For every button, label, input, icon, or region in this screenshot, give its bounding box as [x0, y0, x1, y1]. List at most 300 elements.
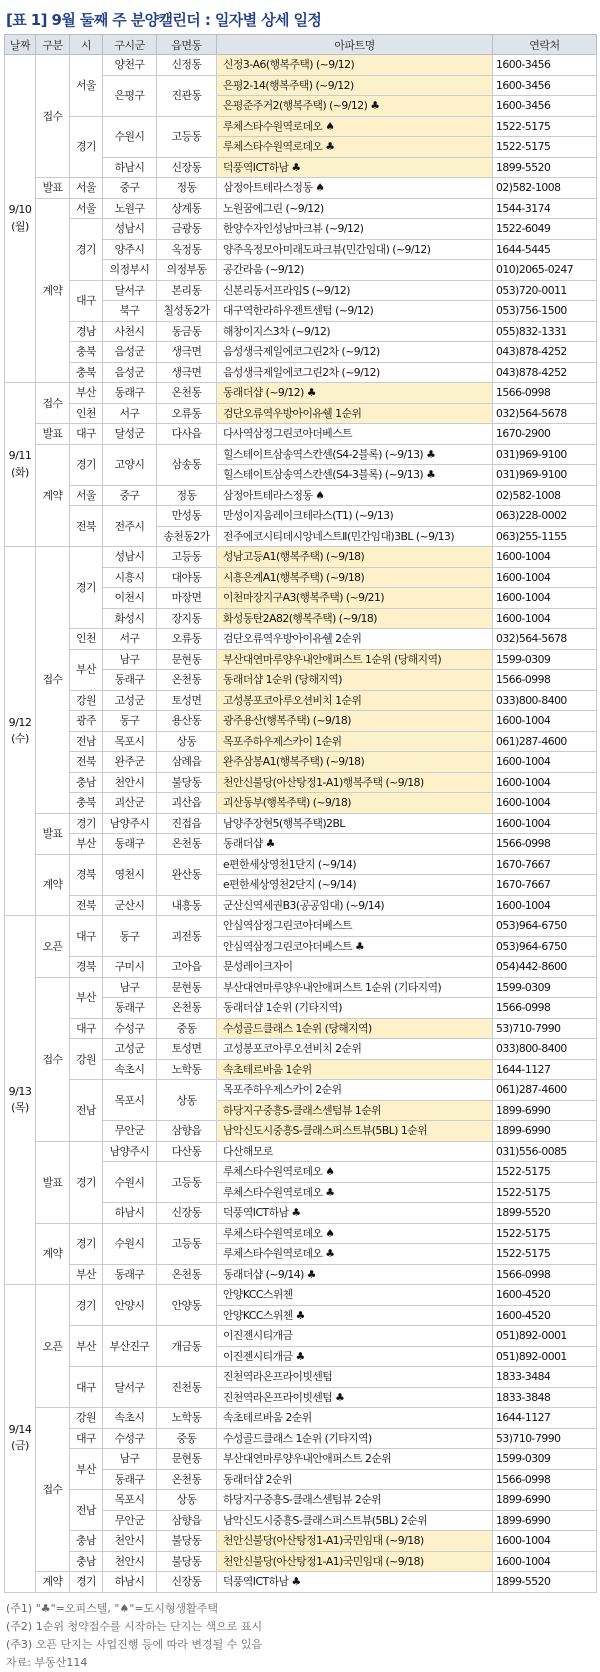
- date-cell: 9/12 (수): [5, 547, 36, 916]
- table-cell: 북구: [103, 301, 157, 322]
- table-cell: 군산시: [103, 895, 157, 916]
- contact-cell: 53)710-7990: [493, 1428, 597, 1449]
- table-cell: 계약: [36, 1572, 70, 1593]
- apartment-name-cell: 신본리동서프라임S (~9/12): [217, 280, 493, 301]
- table-cell: 신장동: [157, 1203, 217, 1224]
- table-cell: 진접읍: [157, 813, 217, 834]
- table-cell: 상동: [157, 1080, 217, 1121]
- table-cell: 고등동: [157, 1162, 217, 1203]
- table-cell: 마장면: [157, 588, 217, 609]
- contact-cell: 1600-1004: [493, 588, 597, 609]
- table-cell: 경기: [70, 1223, 103, 1264]
- table-cell: 화성시: [103, 608, 157, 629]
- table-cell: 안양시: [103, 1285, 157, 1326]
- contact-cell: 1600-1004: [493, 895, 597, 916]
- date-cell: 9/11 (화): [5, 383, 36, 547]
- table-cell: 이천시: [103, 588, 157, 609]
- contact-cell: 1522-5175: [493, 1244, 597, 1265]
- apartment-name-cell: 목포주하우제스카이 2순위: [217, 1080, 493, 1101]
- header-contact: 연락처: [493, 35, 597, 55]
- apartment-name-cell: 광주용산(행복주택) (~9/18): [217, 711, 493, 732]
- table-cell: 오류동: [157, 403, 217, 424]
- table-cell: 접수: [36, 547, 70, 814]
- contact-cell: 033)800-8400: [493, 690, 597, 711]
- table-header: [5, 35, 597, 55]
- table-row: [5, 1285, 597, 1306]
- table-cell: 양주시: [103, 239, 157, 260]
- apartment-name-cell: e편한세상영천1단지 (~9/14): [217, 854, 493, 875]
- apartment-name-cell: 다사역삼정그린코아더베스트: [217, 424, 493, 445]
- table-cell: 천안시: [103, 1531, 157, 1552]
- table-cell: 온천동: [157, 998, 217, 1019]
- apartment-name-cell: 수성골드클래스 1순위 (기타지역): [217, 1428, 493, 1449]
- table-cell: 오픈: [36, 916, 70, 978]
- contact-cell: 1600-3456: [493, 75, 597, 96]
- table-cell: 토성면: [157, 1039, 217, 1060]
- source-note: 자료: 부동산114: [6, 1655, 88, 1669]
- table-cell: 다사읍: [157, 424, 217, 445]
- table-cell: 남구: [103, 977, 157, 998]
- header-district: 구시군: [103, 35, 157, 55]
- contact-cell: 031)969-9100: [493, 465, 597, 486]
- apartment-name-cell: 하당지구중흥S-클래스센텀뷰 1순위: [217, 1100, 493, 1121]
- contact-cell: 1600-1004: [493, 1531, 597, 1552]
- table-cell: 동래구: [103, 998, 157, 1019]
- table-cell: 칠성동2가: [157, 301, 217, 322]
- table-cell: 강원: [70, 690, 103, 711]
- table-row: [5, 629, 597, 650]
- table-cell: 노학동: [157, 1059, 217, 1080]
- contact-cell: 1566-0998: [493, 1264, 597, 1285]
- table-cell: 대구: [70, 1367, 103, 1408]
- table-cell: 하남시: [103, 1572, 157, 1593]
- table-cell: 온천동: [157, 670, 217, 691]
- apartment-name-cell: 목포주하우제스카이 1순위: [217, 731, 493, 752]
- apartment-name-cell: 속초테르바움 1순위: [217, 1059, 493, 1080]
- apartment-name-cell: 고성봉포코아루오션비치 2순위: [217, 1039, 493, 1060]
- contact-cell: 02)582-1008: [493, 485, 597, 506]
- table-cell: 신정동: [157, 55, 217, 76]
- table-cell: 서구: [103, 403, 157, 424]
- table-cell: 노원구: [103, 198, 157, 219]
- table-row: [5, 362, 597, 383]
- table-cell: 부산: [70, 834, 103, 855]
- table-cell: 안양동: [157, 1285, 217, 1326]
- table-cell: 인천: [70, 629, 103, 650]
- apartment-name-cell: 안양KCC스위첸: [217, 1285, 493, 1306]
- table-row: [5, 752, 597, 773]
- apartment-name-cell: 안심역삼정그린코아더베스트: [217, 916, 493, 937]
- table-cell: 수성구: [103, 1018, 157, 1039]
- footnote-2: (주2) 1순위 청약접수를 시작하는 단지는 색으로 표시: [6, 1619, 263, 1633]
- table-row: [5, 424, 597, 445]
- footnote-3: (주3) 오픈 단지는 사업진행 등에 따라 변경될 수 있음: [6, 1637, 263, 1651]
- table-cell: 대구: [70, 1018, 103, 1039]
- table-cell: 수원시: [103, 116, 157, 157]
- contact-cell: 1644-1127: [493, 1408, 597, 1429]
- table-cell: 고성군: [103, 690, 157, 711]
- apartment-name-cell: 동래더샵 (~9/14) ♣: [217, 1264, 493, 1285]
- table-cell: 전북: [70, 506, 103, 547]
- apartment-name-cell: 루체스타수원역로데오 ♣: [217, 1244, 493, 1265]
- apartment-name-cell: 동래더샵 2순위: [217, 1469, 493, 1490]
- contact-cell: 1600-1004: [493, 711, 597, 732]
- table-row: [5, 1449, 597, 1470]
- table-cell: 삼향읍: [157, 1121, 217, 1142]
- table-cell: 달서구: [103, 1367, 157, 1408]
- table-cell: 남양주시: [103, 1141, 157, 1162]
- table-cell: 부산: [70, 383, 103, 404]
- table-cell: 경기: [70, 547, 103, 629]
- table-row: [5, 1264, 597, 1285]
- apartment-name-cell: 남양주장현5(행복주택)2BL: [217, 813, 493, 834]
- table-cell: 동래구: [103, 1469, 157, 1490]
- table-cell: 중구: [103, 178, 157, 199]
- apartment-name-cell: 만성이지움레이크테라스(T1) (~9/13): [217, 506, 493, 527]
- apartment-name-cell: e편한세상영천2단지 (~9/14): [217, 875, 493, 896]
- contact-cell: 1899-6990: [493, 1121, 597, 1142]
- table-cell: 계약: [36, 854, 70, 916]
- table-row: [5, 854, 597, 875]
- table-cell: 충남: [70, 1531, 103, 1552]
- apartment-name-cell: 부산대연마루양우내안애퍼스트 1순위 (당해지역): [217, 649, 493, 670]
- table-cell: 은평구: [103, 75, 157, 116]
- table-title: [표 1] 9월 둘째 주 분양캘린더 : 일자별 상세 일정: [6, 11, 322, 29]
- table-cell: 성남시: [103, 219, 157, 240]
- table-row: [5, 1223, 597, 1244]
- apartment-name-cell: 괴산동부(행복주택) (~9/18): [217, 793, 493, 814]
- table-cell: 오류동: [157, 629, 217, 650]
- apartment-name-cell: 완주삼봉A1(행복주택) (~9/18): [217, 752, 493, 773]
- apartment-name-cell: 이진젠시티개금: [217, 1326, 493, 1347]
- table-row: [5, 1141, 597, 1162]
- header-apartment: 아파트명: [217, 35, 493, 55]
- table-cell: 수원시: [103, 1223, 157, 1264]
- table-cell: 하남시: [103, 157, 157, 178]
- table-cell: 신장동: [157, 1572, 217, 1593]
- table-cell: 진천동: [157, 1367, 217, 1408]
- contact-cell: 1899-5520: [493, 1572, 597, 1593]
- contact-cell: 1600-4520: [493, 1285, 597, 1306]
- table-cell: 동구: [103, 916, 157, 957]
- header-type: 구분: [36, 35, 70, 55]
- table-cell: 전남: [70, 731, 103, 752]
- apartment-name-cell: 은평2-14(행복주택) (~9/12): [217, 75, 493, 96]
- table-row: [5, 957, 597, 978]
- table-cell: 발표: [36, 1141, 70, 1223]
- table-row: [5, 977, 597, 998]
- apartment-name-cell: 군산신역세권B3(공공임대) (~9/14): [217, 895, 493, 916]
- table-cell: 완산동: [157, 854, 217, 895]
- apartment-name-cell: 다산해모로: [217, 1141, 493, 1162]
- apartment-name-cell: 신정3-A6(행복주택) (~9/12): [217, 55, 493, 76]
- apartment-name-cell: 노원꿈에그린 (~9/12): [217, 198, 493, 219]
- contact-cell: 031)556-0085: [493, 1141, 597, 1162]
- table-cell: 전주시: [103, 506, 157, 547]
- apartment-name-cell: 화성동탄2A82(행복주택) (~9/18): [217, 608, 493, 629]
- table-cell: 불당동: [157, 772, 217, 793]
- apartment-name-cell: 남악신도시중흥S-클래스퍼스트뷰(5BL) 2순위: [217, 1510, 493, 1531]
- table-cell: 온천동: [157, 834, 217, 855]
- apartment-name-cell: 속초테르바움 2순위: [217, 1408, 493, 1429]
- header-row: [5, 35, 597, 55]
- table-cell: 부산: [70, 649, 103, 690]
- table-cell: 중동: [157, 1018, 217, 1039]
- contact-cell: 031)969-9100: [493, 444, 597, 465]
- table-cell: 괴산군: [103, 793, 157, 814]
- contact-cell: 1566-0998: [493, 834, 597, 855]
- apartment-name-cell: 안양KCC스위첸 ♣: [217, 1305, 493, 1326]
- table-row: [5, 690, 597, 711]
- table-cell: 계약: [36, 198, 70, 383]
- apartment-name-cell: 동래더샵 (~9/12) ♣: [217, 383, 493, 404]
- table-cell: 충남: [70, 772, 103, 793]
- table-cell: 강원: [70, 1039, 103, 1080]
- contact-cell: 1600-3456: [493, 55, 597, 76]
- table-row: [5, 547, 597, 568]
- table-cell: 부산: [70, 1264, 103, 1285]
- table-cell: 고등동: [157, 547, 217, 568]
- table-row: [5, 403, 597, 424]
- table-row: [5, 1408, 597, 1429]
- table-cell: 수성구: [103, 1428, 157, 1449]
- apartment-name-cell: 삼정아트테라스정동 ♠: [217, 485, 493, 506]
- contact-cell: 1522-5175: [493, 116, 597, 137]
- apartment-name-cell: 진천역라온프라이빗센텀: [217, 1367, 493, 1388]
- table-cell: 무안군: [103, 1121, 157, 1142]
- table-cell: 목포시: [103, 1490, 157, 1511]
- contact-cell: 032)564-5678: [493, 403, 597, 424]
- table-cell: 계약: [36, 444, 70, 547]
- table-cell: 삼향읍: [157, 1510, 217, 1531]
- contact-cell: 053)720-0011: [493, 280, 597, 301]
- contact-cell: 1522-5175: [493, 137, 597, 158]
- apartment-name-cell: 전주에코시티데시앙네스트Ⅱ(민간임대)3BL (~9/13): [217, 526, 493, 547]
- table-cell: 중동: [157, 1428, 217, 1449]
- apartment-name-cell: 검단오류역우방아이유쉘 1순위: [217, 403, 493, 424]
- table-cell: 괴산읍: [157, 793, 217, 814]
- table-cell: 영천시: [103, 854, 157, 895]
- table-cell: 대구: [70, 280, 103, 321]
- table-row: [5, 813, 597, 834]
- table-cell: 전남: [70, 1080, 103, 1142]
- table-row: [5, 1428, 597, 1449]
- schedule-table: [4, 34, 597, 1593]
- contact-cell: 1522-6049: [493, 219, 597, 240]
- table-row: [5, 1531, 597, 1552]
- apartment-name-cell: 동래더샵 ♣: [217, 834, 493, 855]
- table-row: [5, 342, 597, 363]
- apartment-name-cell: 음성생극제일에코그린2차 (~9/12): [217, 362, 493, 383]
- contact-cell: 1600-1004: [493, 772, 597, 793]
- apartment-name-cell: 덕풍역ICT하남 ♣: [217, 1203, 493, 1224]
- contact-cell: 1833-3848: [493, 1387, 597, 1408]
- apartment-name-cell: 해창이지스3차 (~9/12): [217, 321, 493, 342]
- apartment-name-cell: 시흥은계A1(행복주택) (~9/18): [217, 567, 493, 588]
- contact-cell: 1566-0998: [493, 670, 597, 691]
- apartment-name-cell: 음성생극제일에코그린2차 (~9/12): [217, 342, 493, 363]
- table-cell: 본리동: [157, 280, 217, 301]
- table-cell: 경기: [70, 444, 103, 485]
- apartment-name-cell: 힐스테이트삼송역스칸센(S4-2블록) (~9/13) ♣: [217, 444, 493, 465]
- date-cell: 9/14 (금): [5, 1285, 36, 1593]
- contact-cell: 043)878-4252: [493, 342, 597, 363]
- table-cell: 상동: [157, 731, 217, 752]
- table-cell: 서울: [70, 485, 103, 506]
- table-cell: 고양시: [103, 444, 157, 485]
- contact-cell: 051)892-0001: [493, 1326, 597, 1347]
- table-cell: 동래구: [103, 383, 157, 404]
- apartment-name-cell: 문성레이크자이: [217, 957, 493, 978]
- apartment-name-cell: 이진젠시티개금 ♣: [217, 1346, 493, 1367]
- table-cell: 동금동: [157, 321, 217, 342]
- table-cell: 노학동: [157, 1408, 217, 1429]
- table-cell: 대구: [70, 424, 103, 445]
- table-cell: 전북: [70, 752, 103, 773]
- table-cell: 내흥동: [157, 895, 217, 916]
- apartment-name-cell: 검단오류역우방아이유쉘 2순위: [217, 629, 493, 650]
- table-cell: 온천동: [157, 1264, 217, 1285]
- contact-cell: 1670-2900: [493, 424, 597, 445]
- contact-cell: 1522-5175: [493, 1223, 597, 1244]
- table-cell: 경기: [70, 1141, 103, 1223]
- contact-cell: 1899-6990: [493, 1100, 597, 1121]
- table-cell: 정동: [157, 485, 217, 506]
- table-cell: 하남시: [103, 1203, 157, 1224]
- table-cell: 상동: [157, 1490, 217, 1511]
- table-cell: 천안시: [103, 1551, 157, 1572]
- table-cell: 경남: [70, 321, 103, 342]
- contact-cell: 043)878-4252: [493, 362, 597, 383]
- contact-cell: 054)442-8600: [493, 957, 597, 978]
- contact-cell: 063)228-0002: [493, 506, 597, 527]
- table-cell: 경북: [70, 854, 103, 895]
- contact-cell: 053)964-6750: [493, 936, 597, 957]
- table-row: [5, 1018, 597, 1039]
- table-cell: 생극면: [157, 362, 217, 383]
- table-row: [5, 178, 597, 199]
- contact-cell: 1899-5520: [493, 157, 597, 178]
- contact-cell: 053)964-6750: [493, 916, 597, 937]
- apartment-name-cell: 부산대연마루양우내안애퍼스트 1순위 (기타지역): [217, 977, 493, 998]
- contact-cell: 1566-0998: [493, 383, 597, 404]
- apartment-name-cell: 한양수자인성남마크뷰 (~9/12): [217, 219, 493, 240]
- table-cell: 오픈: [36, 1285, 70, 1408]
- table-row: [5, 649, 597, 670]
- contact-cell: 1899-6990: [493, 1510, 597, 1531]
- table-cell: 달성군: [103, 424, 157, 445]
- table-cell: 동래구: [103, 834, 157, 855]
- contact-cell: 1566-0998: [493, 998, 597, 1019]
- header-province: 시: [70, 35, 103, 55]
- contact-cell: 1600-3456: [493, 96, 597, 117]
- contact-cell: 055)832-1331: [493, 321, 597, 342]
- contact-cell: 032)564-5678: [493, 629, 597, 650]
- table-cell: 대야동: [157, 567, 217, 588]
- contact-cell: 1600-1004: [493, 608, 597, 629]
- table-cell: 중구: [103, 485, 157, 506]
- table-cell: 성남시: [103, 547, 157, 568]
- table-cell: 수원시: [103, 1162, 157, 1203]
- table-body: [5, 55, 597, 1593]
- table-cell: 경북: [70, 957, 103, 978]
- table-cell: 문현동: [157, 977, 217, 998]
- apartment-name-cell: 루체스타수원역로데오 ♠: [217, 1223, 493, 1244]
- apartment-name-cell: 고성봉포코아루오션비치 1순위: [217, 690, 493, 711]
- contact-cell: 1600-1004: [493, 793, 597, 814]
- table-row: [5, 444, 597, 465]
- table-row: [5, 1490, 597, 1511]
- table-cell: 경기: [70, 1572, 103, 1593]
- table-cell: 발표: [36, 813, 70, 854]
- contact-cell: 1833-3484: [493, 1367, 597, 1388]
- contact-cell: 1544-3174: [493, 198, 597, 219]
- table-row: [5, 1367, 597, 1388]
- table-cell: 경기: [70, 813, 103, 834]
- table-cell: 송천동2가: [157, 526, 217, 547]
- table-cell: 서구: [103, 629, 157, 650]
- table-cell: 남구: [103, 649, 157, 670]
- contact-cell: 53)710-7990: [493, 1018, 597, 1039]
- table-cell: 목포시: [103, 1080, 157, 1121]
- table-cell: 의정부시: [103, 260, 157, 281]
- table-row: [5, 1080, 597, 1101]
- table-cell: 충남: [70, 1551, 103, 1572]
- contact-cell: 1644-5445: [493, 239, 597, 260]
- contact-cell: 1599-0309: [493, 977, 597, 998]
- table-cell: 구미시: [103, 957, 157, 978]
- contact-cell: 1599-0309: [493, 649, 597, 670]
- table-cell: 온천동: [157, 1469, 217, 1490]
- table-row: [5, 280, 597, 301]
- table-row: [5, 321, 597, 342]
- table-cell: 음성군: [103, 362, 157, 383]
- table-cell: 충북: [70, 342, 103, 363]
- table-row: [5, 219, 597, 240]
- table-cell: 삼송동: [157, 444, 217, 485]
- table-cell: 양천구: [103, 55, 157, 76]
- table-cell: 충북: [70, 362, 103, 383]
- table-cell: 무안군: [103, 1510, 157, 1531]
- table-cell: 접수: [36, 1408, 70, 1572]
- contact-cell: 1600-1004: [493, 1551, 597, 1572]
- contact-cell: 1600-1004: [493, 567, 597, 588]
- table-cell: 강원: [70, 1408, 103, 1429]
- table-cell: 접수: [36, 55, 70, 178]
- table-cell: 완주군: [103, 752, 157, 773]
- table-cell: 신장동: [157, 157, 217, 178]
- table-row: [5, 485, 597, 506]
- table-cell: 충북: [70, 793, 103, 814]
- contact-cell: 1600-4520: [493, 1305, 597, 1326]
- table-cell: 생극면: [157, 342, 217, 363]
- table-cell: 고등동: [157, 116, 217, 157]
- table-row: [5, 731, 597, 752]
- table-cell: 부산: [70, 1326, 103, 1367]
- table-row: [5, 834, 597, 855]
- apartment-name-cell: 동래더샵 1순위 (기타지역): [217, 998, 493, 1019]
- contact-cell: 063)255-1155: [493, 526, 597, 547]
- table-row: [5, 711, 597, 732]
- apartment-name-cell: 루체스타수원역로데오 ♣: [217, 137, 493, 158]
- apartment-name-cell: 공간라움 (~9/12): [217, 260, 493, 281]
- table-cell: 서울: [70, 178, 103, 199]
- table-cell: 문현동: [157, 1449, 217, 1470]
- table-cell: 용산동: [157, 711, 217, 732]
- table-cell: 고성군: [103, 1039, 157, 1060]
- table-cell: 계약: [36, 1223, 70, 1285]
- contact-cell: 010)2065-0247: [493, 260, 597, 281]
